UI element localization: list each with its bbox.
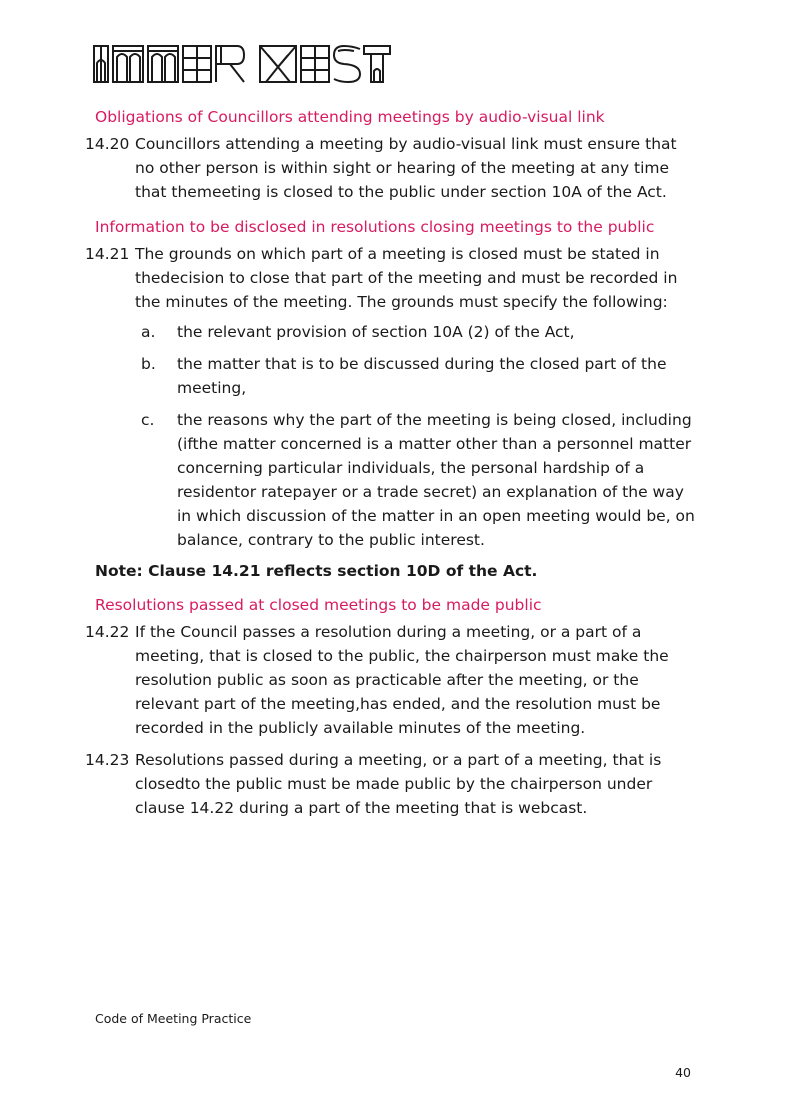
clause-number: 14.20 xyxy=(85,135,130,153)
inner-west-logo xyxy=(92,43,392,85)
clause-number: 14.22 xyxy=(85,623,130,641)
clause-note: Note: Clause 14.21 reflects section 10D of the Act. xyxy=(95,562,538,580)
clause-number: 14.21 xyxy=(85,245,130,263)
footer-document-title: Code of Meeting Practice xyxy=(95,1011,252,1026)
document-body xyxy=(85,106,695,820)
clause-14-20 xyxy=(85,132,695,204)
clause-14-22 xyxy=(85,620,695,740)
clause-text: If the Council passes a resolution during a meeting, or a part of a meeting, that is closed to the public, the chairperson must make the resolution public as soon as practicable after the meeting, or the relevant part of the meeting,has ended, and the resolution must be recorded in the publicly available minutes of the meeting. xyxy=(135,623,669,737)
list-item-text: the matter that is to be discussed during the closed part of the meeting, xyxy=(177,355,667,397)
page-number: 40 xyxy=(675,1065,691,1080)
list-item-text: the relevant provision of section 10A (2) of the Act, xyxy=(177,323,575,341)
clause-text: The grounds on which part of a meeting is closed must be stated in thedecision to close that part of the meeting and must be recorded in the minutes of the meeting. The grounds must specify the following: xyxy=(135,245,678,311)
clause-number: 14.23 xyxy=(85,751,130,769)
list-item-letter: a. xyxy=(141,323,156,341)
section-heading: Obligations of Councillors attending meetings by audio-visual link xyxy=(95,108,605,126)
list-item xyxy=(141,320,695,344)
clause-14-23 xyxy=(85,748,695,820)
clause-14-21 xyxy=(85,242,695,314)
clause-14-21-items xyxy=(141,320,695,552)
clause-text: Resolutions passed during a meeting, or a part of a meeting, that is closedto the public must be made public by the chairperson under clause 14.22 during a part of the meeting that is webcast. xyxy=(135,751,662,817)
list-item xyxy=(141,352,695,400)
section-heading: Information to be disclosed in resolutions closing meetings to the public xyxy=(95,218,655,236)
list-item-text: the reasons why the part of the meeting is being closed, including (ifthe matter concerned is a matter other than a personnel matter concerning particular individuals, the personal hardship of a residentor ratepayer or a trade secret) an explanation of the way in which discussion of the matter in an open meeting would be, on balance, contrary to the public interest. xyxy=(177,411,695,549)
section-heading: Resolutions passed at closed meetings to be made public xyxy=(95,596,542,614)
clause-text: Councillors attending a meeting by audio-visual link must ensure that no other person is within sight or hearing of the meeting at any time that themeeting is closed to the public under section 10A of the Act. xyxy=(135,135,677,201)
list-item xyxy=(141,408,695,552)
list-item-letter: c. xyxy=(141,411,155,429)
inner-west-logo-graphic xyxy=(92,43,392,85)
list-item-letter: b. xyxy=(141,355,156,373)
